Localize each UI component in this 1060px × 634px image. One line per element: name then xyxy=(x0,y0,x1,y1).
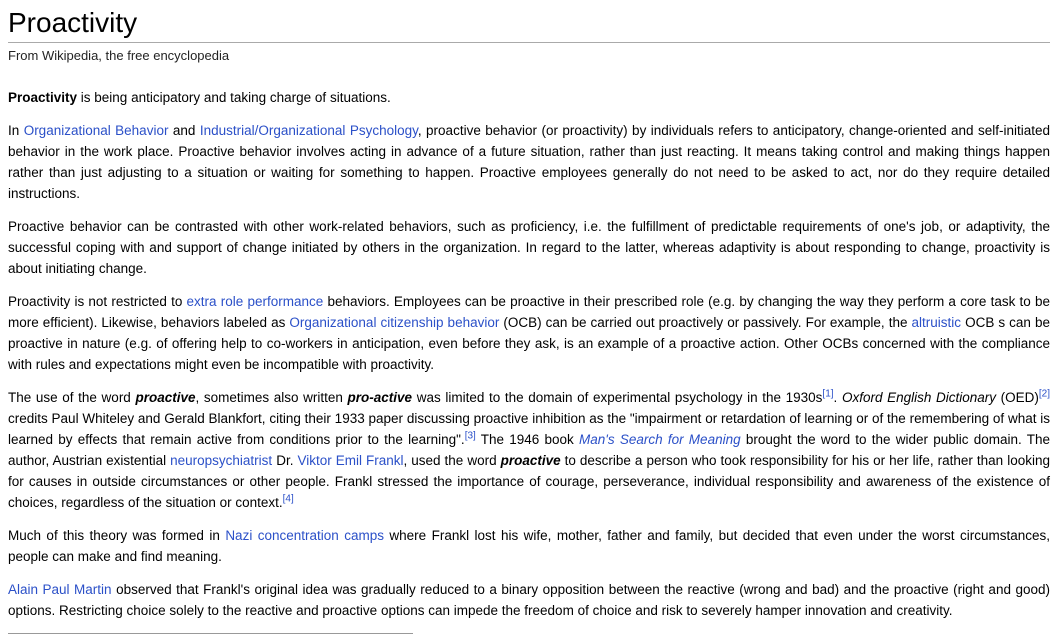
paragraph: Much of this theory was formed in Nazi concentration camps where Frankl lost his wife, mother, father and family, but decided that even under the worst circumstances, people can make and find meaning. xyxy=(8,528,1050,565)
bold-italic-text: proactive xyxy=(500,453,561,469)
reference-superscript xyxy=(283,494,294,505)
wiki-link[interactable]: Man's Search for Meaning xyxy=(579,432,741,448)
reference-link[interactable]: [4] xyxy=(282,493,294,505)
bold-italic-text: pro-active xyxy=(347,390,413,406)
reference-link[interactable]: [1] xyxy=(822,388,834,400)
wiki-link[interactable]: Alain Paul Martin xyxy=(8,582,112,598)
paragraph: Proactivity is not restricted to extra role performance behaviors. Employees can be proactive in their prescribed role (e.g. by changing the way they perform a core task to be more efficient). Likewise, behaviors labeled as Organizational citizenship behavior (OCB) can be carried out proactively or passively. For example, the altruistic OCB s can be proactive in nature (e.g. of offering help to co-workers in anticipation, even before they ask, is an example of a proactive action. Other OCBs concerned with the compliance with rules and expectations might even be incompatible with proactivity. xyxy=(8,294,1050,373)
italic-text: Oxford English Dictionary xyxy=(841,390,996,406)
wiki-link[interactable]: Industrial/Organizational Psychology xyxy=(199,123,418,139)
paragraph: Proactivity is being anticipatory and taking charge of situations. xyxy=(8,90,391,106)
wiki-link[interactable]: neuropsychiatrist xyxy=(170,453,273,469)
page-content xyxy=(0,7,1060,634)
reference-superscript xyxy=(822,389,833,400)
reference-link[interactable]: [2] xyxy=(1038,388,1050,400)
wiki-link[interactable]: Organizational citizenship behavior xyxy=(289,315,500,331)
reference-superscript xyxy=(465,431,476,442)
paragraph: In Organizational Behavior and Industrial/Organizational Psychology, proactive behavior (or proactivity) by individuals refers to anticipatory, change-oriented and self-initiated behavior in the work place. Proactive behavior involves acting in advance of a future situation, rather than just reacting. It means taking control and making things happen rather than just adjusting to a situation or waiting for something to happen. Proactive employees generally do not need to be asked to act, nor do they require detailed instructions. xyxy=(8,123,1050,202)
wiki-link[interactable]: Viktor Emil Frankl xyxy=(297,453,404,469)
page-title: Proactivity xyxy=(8,7,1050,43)
wiki-link[interactable]: Nazi concentration camps xyxy=(225,528,384,544)
wiki-link[interactable]: altruistic xyxy=(911,315,962,331)
paragraph: The use of the word proactive, sometimes also written pro-active was limited to the domain of experimental psychology in the 1930s[1]. Oxford English Dictionary (OED)[2] credits Paul Whiteley and Gerald Blankfort, citing their 1933 paper discussing proactive inhibition as the "impairment or retardation of learning or of the remembering of what is learned by effects that remain active from conditions prior to the learning".[3] The 1946 book Man's Search for Meaning brought the word to the wider public domain. The author, Austrian existential neuropsychiatrist Dr. Viktor Emil Frankl, used the word proactive to describe a person who took responsibility for his or her life, rather than looking for causes in outside circumstances or other people. Frankl stressed the importance of courage, perseverance, individual responsibility and awareness of the existence of choices, regardless of the situation or context.[4] xyxy=(8,388,1051,511)
wiki-link[interactable]: extra role performance xyxy=(186,294,324,310)
article-body xyxy=(8,87,1050,621)
paragraph: Alain Paul Martin observed that Frankl's original idea was gradually reduced to a binary opposition between the reactive (wrong and bad) and the proactive (right and good) options. Restricting choice solely to the reactive and proactive options can impede the freedom of choice and risk to severely hamper innovation and creativity. xyxy=(8,582,1050,619)
bold-italic-text: proactive xyxy=(135,390,196,406)
site-subtitle: From Wikipedia, the free encyclopedia xyxy=(8,48,230,64)
reference-link[interactable]: [3] xyxy=(464,430,476,442)
reference-superscript xyxy=(1039,389,1050,400)
wiki-link[interactable]: Organizational Behavior xyxy=(23,123,169,139)
paragraph: Proactive behavior can be contrasted with other work-related behaviors, such as proficiency, i.e. the fulfillment of predictable requirements of one's job, or adaptivity, the successful coping with and support of change initiated by others in the organization. In regard to the latter, whereas adaptivity is about responding to change, proactivity is about initiating change. xyxy=(8,219,1050,277)
bold-text: Proactivity xyxy=(8,90,78,106)
